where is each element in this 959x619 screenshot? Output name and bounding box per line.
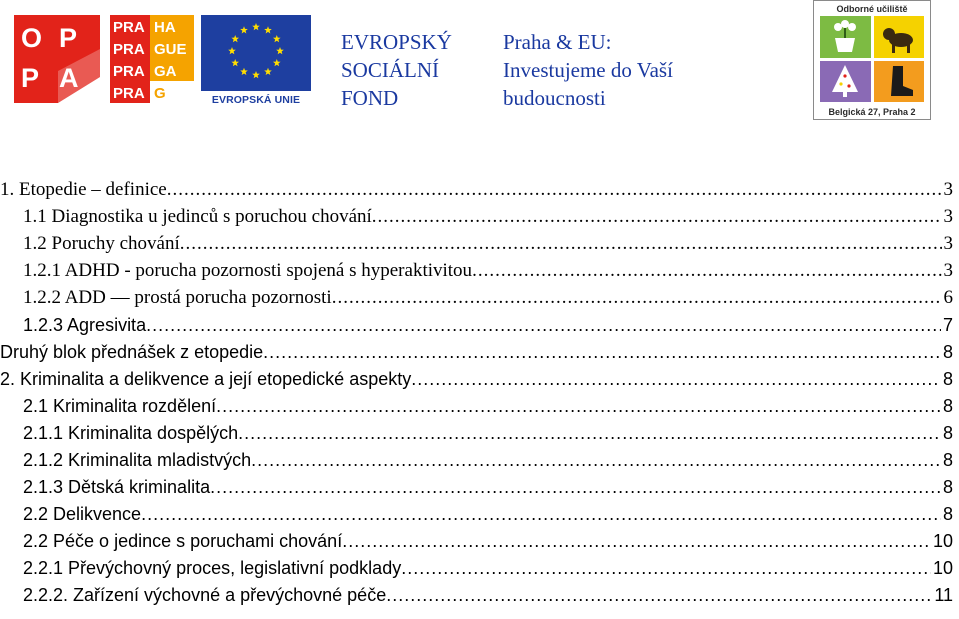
toc-entry-leader (342, 530, 931, 552)
toc-entry-page: 8 (942, 477, 953, 497)
toc-entry-leader (332, 287, 942, 309)
toc-entry-page: 7 (942, 315, 953, 335)
toc-entry-label: 2.2 Péče o jedince s poruchami chování (23, 531, 343, 551)
toc-entry-page: 11 (934, 585, 953, 605)
toc-entry-leader (167, 179, 942, 201)
toc-entry-label: 2.2.2. Zařízení výchovné a převýchovné péče (23, 585, 387, 605)
oppa-letter-o: O (21, 23, 43, 53)
toc-entry-leader (180, 233, 942, 255)
toc-entry-leader (146, 314, 941, 336)
toc-entry-label: 2.1 Kriminalita rozdělení (23, 396, 217, 416)
esf-text (341, 28, 452, 112)
toc-entry-page: 3 (943, 179, 953, 200)
toc-entry-page: 3 (943, 233, 953, 254)
toc-entry[interactable] (23, 228, 953, 255)
toc-entry-label: 2. Kriminalita a delikvence a její etopedické aspekty (0, 369, 412, 389)
toc-entry-leader (238, 422, 941, 444)
praha-row4-left: PRA (113, 85, 145, 102)
eu-flag-icon (201, 15, 311, 91)
toc-entry[interactable] (23, 255, 953, 282)
oppa-letter-p2: P (21, 63, 40, 93)
toc-entry-label: 1.2.3 Agresivita (23, 315, 147, 335)
school-logo-grid (820, 16, 924, 102)
toc-entry-page: 10 (932, 531, 953, 551)
toc-entry-label: 2.1.1 Kriminalita dospělých (23, 423, 239, 443)
toc-entry[interactable] (23, 525, 953, 552)
oppa-letter-a: A (59, 63, 79, 93)
toc-entry-page: 10 (932, 558, 953, 578)
toc-entry-leader (141, 503, 941, 525)
school-logo-address: Belgická 27, Praha 2 (828, 107, 916, 117)
toc-entry[interactable] (23, 390, 953, 417)
boot-icon (874, 61, 925, 103)
esf-line-1: EVROPSKÝ (341, 30, 452, 54)
toc-entry-page: 8 (942, 423, 953, 443)
toc-entry-leader (386, 584, 932, 606)
toc-entry-label: 2.2 Delikvence (23, 504, 142, 524)
toc-entry-label: 2.2.1 Převýchovný proces, legislativní podklady (23, 558, 402, 578)
praha-row3-left: PRA (113, 63, 145, 80)
praha-eu-line-2: Investujeme do Vaší (503, 58, 673, 82)
esf-line-2: SOCIÁLNÍ (341, 58, 439, 82)
toc-entry-label: 1.2 Poruchy chování (23, 233, 180, 254)
school-logo-title: Odborné učiliště (836, 4, 908, 14)
toc-entry-leader (216, 395, 941, 417)
praha-eu-line-1: Praha & EU: (503, 30, 612, 54)
toc-entry-page: 8 (942, 342, 953, 362)
eu-caption: EVROPSKÁ UNIE (211, 94, 301, 106)
toc-entry-leader (472, 260, 941, 282)
toc-entry-label: 2.1.2 Kriminalita mladistvých (23, 450, 252, 470)
praha-row1-left: PRA (113, 19, 145, 36)
page-header (0, 0, 959, 125)
toc-entry-label: 2.1.3 Dětská kriminalita (23, 477, 211, 497)
toc-entry[interactable] (0, 363, 953, 390)
toc-entry[interactable] (0, 336, 953, 363)
toc-entry-leader (411, 368, 941, 390)
toc-entry[interactable] (23, 552, 953, 579)
toc-entry[interactable] (23, 579, 953, 606)
toc-entry[interactable] (0, 174, 953, 201)
toc-entry[interactable] (23, 282, 953, 309)
toc-entry-label: 1.2.2 ADD — prostá porucha pozornosti (23, 287, 332, 308)
toc-entry[interactable] (23, 309, 953, 336)
toc-entry-page: 8 (942, 504, 953, 524)
toc-entry[interactable] (23, 471, 953, 498)
toc-entry-page: 3 (943, 260, 953, 281)
toc-entry-label: Druhý blok přednášek z etopedie (0, 342, 264, 362)
praha-row1-right: HA (154, 19, 176, 36)
eu-logo (201, 15, 311, 105)
toc-entry-leader (210, 476, 941, 498)
dog-icon (874, 16, 925, 58)
toc-entry[interactable] (23, 417, 953, 444)
toc-entry-leader (263, 341, 941, 363)
praha-row2-left: PRA (113, 41, 145, 58)
toc-entry[interactable] (23, 498, 953, 525)
toc-entry[interactable] (23, 444, 953, 471)
oppa-letter-p1: P (59, 23, 78, 53)
toc-entry-leader (372, 206, 942, 228)
toc-entry-label: 1.1 Diagnostika u jedinců s poruchou chování (23, 206, 372, 227)
praha-logo (110, 15, 194, 103)
toc-entry-label: 1.2.1 ADHD - porucha pozornosti spojená s hyperaktivitou (23, 260, 473, 281)
toc-entry-page: 8 (942, 369, 953, 389)
praha-row4-right: G (154, 85, 166, 102)
toc-entry-label: 1. Etopedie – definice (0, 179, 167, 200)
toc-entry-page: 6 (943, 287, 953, 308)
praha-eu-text (503, 28, 673, 112)
flower-pot-icon (820, 16, 871, 58)
toc-entry-leader (251, 449, 941, 471)
esf-line-3: FOND (341, 86, 399, 110)
toc-entry-page: 8 (942, 396, 953, 416)
christmas-tree-icon (820, 61, 871, 103)
school-logo (813, 0, 931, 120)
oppa-logo (14, 15, 100, 103)
toc-entry-page: 8 (942, 450, 953, 470)
toc-entry-page: 3 (943, 206, 953, 227)
praha-eu-line-3: budoucnosti (503, 86, 606, 110)
praha-row3-right: GA (154, 63, 177, 80)
praha-row2-right: GUE (154, 41, 187, 58)
toc-entry-leader (401, 557, 931, 579)
toc-entry[interactable] (23, 201, 953, 228)
